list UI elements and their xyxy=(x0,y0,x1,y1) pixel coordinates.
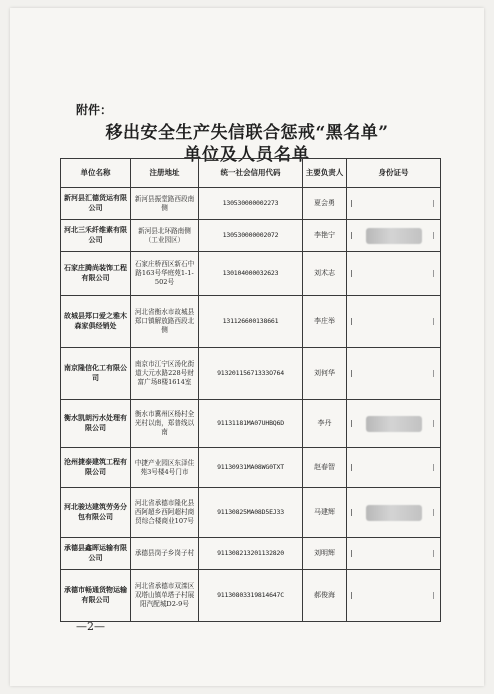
redacted-id-blur xyxy=(366,416,422,432)
table-row xyxy=(61,488,441,538)
credit-code-cell: 130104000032623 xyxy=(199,252,303,296)
address-cell: 新河县北环路南侧（工业园区） xyxy=(131,220,199,252)
redaction-mark xyxy=(351,270,352,277)
redaction-mark xyxy=(433,509,434,516)
person-cell: 刘明辉 xyxy=(303,538,347,570)
redaction-mark xyxy=(433,270,434,277)
table-row xyxy=(61,538,441,570)
document-subtitle: 单位及人员名单 xyxy=(184,145,310,165)
header-code: 统一社会信用代码 xyxy=(199,159,303,188)
address-cell: 河北省承德市隆化县西阿超乡西阿超村商贸综合楼商业107号 xyxy=(131,488,199,538)
redaction-mark xyxy=(433,200,434,207)
redaction-mark xyxy=(351,318,352,325)
id-number-cell xyxy=(347,296,441,348)
redaction-mark xyxy=(351,509,352,516)
person-cell: 赵春智 xyxy=(303,448,347,488)
credit-code-cell: 131126600138661 xyxy=(199,296,303,348)
table-row xyxy=(61,188,441,220)
id-number-cell xyxy=(347,252,441,296)
company-name-cell: 南京隆信化工有限公司 xyxy=(61,348,131,400)
credit-code-cell: 91130825MA08D5EJ33 xyxy=(199,488,303,538)
redaction-mark xyxy=(351,232,352,239)
table-row xyxy=(61,448,441,488)
credit-code-cell: 130530000002273 xyxy=(199,188,303,220)
address-cell: 中捷产业园区东泽住苑3号楼4号门市 xyxy=(131,448,199,488)
credit-code-cell: 91131181MA07UHBQ6D xyxy=(199,400,303,448)
credit-code-cell: 91130931MA08WG0TXT xyxy=(199,448,303,488)
redaction-mark xyxy=(351,464,352,471)
redaction-mark xyxy=(433,318,434,325)
table-row xyxy=(61,252,441,296)
credit-code-cell: 130530000002072 xyxy=(199,220,303,252)
table-header-row xyxy=(61,159,441,188)
person-cell: 马建辉 xyxy=(303,488,347,538)
credit-code-cell: 91320115671333O764 xyxy=(199,348,303,400)
company-name-cell: 故城县郑口爱之雅木森家俱经销处 xyxy=(61,296,131,348)
id-number-cell xyxy=(347,448,441,488)
person-cell: 郝俊海 xyxy=(303,570,347,622)
redaction-mark xyxy=(433,592,434,599)
table-row xyxy=(61,348,441,400)
id-number-cell xyxy=(347,488,441,538)
redaction-mark xyxy=(433,232,434,239)
id-number-cell xyxy=(347,188,441,220)
person-cell: 李丹 xyxy=(303,400,347,448)
redaction-mark xyxy=(433,464,434,471)
redaction-mark xyxy=(351,550,352,557)
person-cell: 李艳宁 xyxy=(303,220,347,252)
header-name: 单位名称 xyxy=(61,159,131,188)
redaction-mark xyxy=(351,370,352,377)
company-name-cell: 衡水凯朗污水处理有限公司 xyxy=(61,400,131,448)
redacted-id-blur xyxy=(366,505,422,521)
table-row xyxy=(61,570,441,622)
table-row xyxy=(61,400,441,448)
page-number: —2— xyxy=(76,620,105,633)
header-address: 注册地址 xyxy=(131,159,199,188)
company-name-cell: 承德县鑫晖运输有限公司 xyxy=(61,538,131,570)
id-number-cell xyxy=(347,220,441,252)
redaction-mark xyxy=(433,550,434,557)
table-row xyxy=(61,220,441,252)
address-cell: 南京市江宁区汤化街道大元水路228号财富广场8楼1614室 xyxy=(131,348,199,400)
credit-code-cell: 91130803319814647C xyxy=(199,570,303,622)
address-cell: 衡水市冀州区杨村全光村以南，郑普线以南 xyxy=(131,400,199,448)
redacted-id-blur xyxy=(366,228,422,244)
annex-label: 附件： xyxy=(76,103,113,117)
address-cell: 承德县岗子乡岗子村 xyxy=(131,538,199,570)
address-cell: 河北省衡水市故城县郑口镇解放路西段北侧 xyxy=(131,296,199,348)
id-number-cell xyxy=(347,348,441,400)
person-cell: 刘术志 xyxy=(303,252,347,296)
redaction-mark xyxy=(351,200,352,207)
redaction-mark xyxy=(351,420,352,427)
company-name-cell: 沧州捷泰建筑工程有限公司 xyxy=(61,448,131,488)
person-cell: 李庄举 xyxy=(303,296,347,348)
blacklist-table xyxy=(60,158,441,622)
document-title: 移出安全生产失信联合惩戒“黑名单” xyxy=(105,123,389,143)
header-person: 主要负责人 xyxy=(303,159,347,188)
person-cell: 刘何华 xyxy=(303,348,347,400)
redaction-mark xyxy=(433,370,434,377)
id-number-cell xyxy=(347,538,441,570)
redaction-mark xyxy=(351,592,352,599)
company-name-cell: 承德市畅通货物运输有限公司 xyxy=(61,570,131,622)
company-name-cell: 石家庄腾尚装饰工程有限公司 xyxy=(61,252,131,296)
address-cell: 新河县振堂路西段南侧 xyxy=(131,188,199,220)
person-cell: 夏会勇 xyxy=(303,188,347,220)
address-cell: 石家庄桥西区新石中路163号华庭苑1-1-502号 xyxy=(131,252,199,296)
redaction-mark xyxy=(433,420,434,427)
company-name-cell: 河北骏达建筑劳务分包有限公司 xyxy=(61,488,131,538)
id-number-cell xyxy=(347,570,441,622)
company-name-cell: 河北三禾纤维素有限公司 xyxy=(61,220,131,252)
company-name-cell: 新河县汇德货运有限公司 xyxy=(61,188,131,220)
header-id: 身份证号 xyxy=(347,159,441,188)
credit-code-cell: 911308213201132820 xyxy=(199,538,303,570)
address-cell: 河北省承德市双滦区双塔山镇单塔子村展阳汽配城D2-9号 xyxy=(131,570,199,622)
table-row xyxy=(61,296,441,348)
id-number-cell xyxy=(347,400,441,448)
